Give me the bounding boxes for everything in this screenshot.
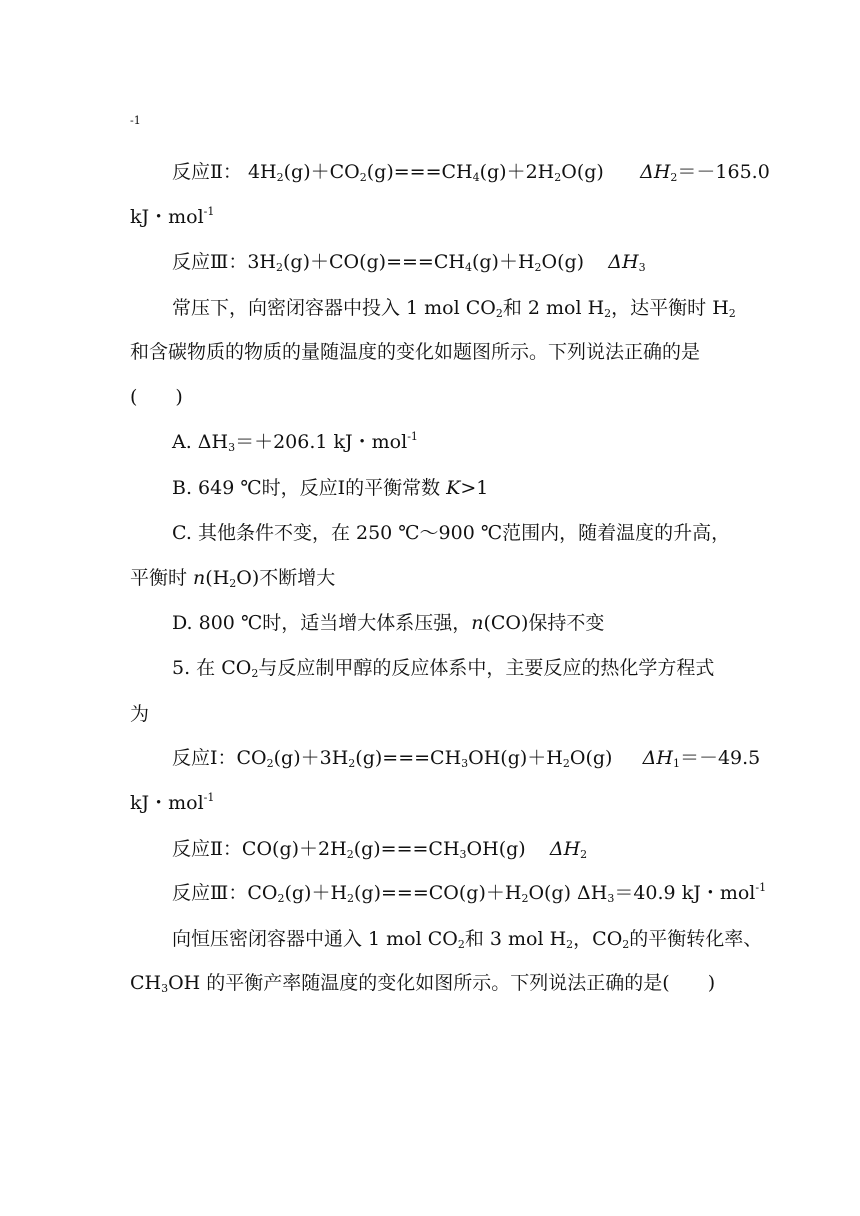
text-fragment: CO xyxy=(236,747,267,769)
text-fragment: ，CO xyxy=(573,928,623,950)
text-fragment: n xyxy=(471,612,484,634)
text-fragment: ＝＋206.1 kJ・mol xyxy=(235,431,408,453)
subscript: 2 xyxy=(580,848,588,861)
text-fragment: O(g) xyxy=(569,747,613,769)
subscript: 2 xyxy=(346,848,354,861)
text-fragment: 3H xyxy=(247,251,276,273)
subscript: 2 xyxy=(566,938,574,951)
subscript: 2 xyxy=(229,577,237,590)
q5-reaction-2 xyxy=(172,837,587,861)
q5-intro-line-1 xyxy=(172,656,714,680)
superscript: -1 xyxy=(203,791,215,804)
text-fragment: (g)===CH xyxy=(355,747,462,769)
text-fragment: B. 649 ℃时，反应Ⅰ的平衡常数 xyxy=(172,477,447,499)
q5-stem-line-1 xyxy=(172,927,762,951)
text-fragment: 反应Ⅲ： xyxy=(172,882,248,904)
superscript: -1 xyxy=(203,205,215,218)
text-fragment: 常压下，向密闭容器中投入 1 mol CO xyxy=(172,297,496,319)
text-fragment: kJ・mol xyxy=(130,792,204,814)
q4-stem-line-2: 和含碳物质的物质的量随温度的变化如题图所示。下列说法正确的是 xyxy=(130,341,701,363)
text-fragment: ＝40.9 kJ・mol xyxy=(614,882,756,904)
text-fragment: O(g) xyxy=(561,161,604,183)
subscript: 3 xyxy=(459,848,467,861)
text-fragment: ，达平衡时 H xyxy=(611,297,729,319)
text-fragment: A. ΔH xyxy=(172,431,229,453)
text-fragment: 平衡时 xyxy=(130,567,194,589)
q4-reaction-3 xyxy=(172,250,646,274)
subscript: 2 xyxy=(347,892,355,905)
text-fragment: 与反应制甲醇的反应体系中，主要反应的热化学方程式 xyxy=(258,657,715,679)
text-fragment: OH(g) xyxy=(466,838,526,860)
text-fragment: (g)＋H xyxy=(471,251,535,273)
text-fragment: 4H xyxy=(247,161,277,183)
subscript: 2 xyxy=(348,757,356,770)
subscript: 2 xyxy=(554,171,562,184)
text-fragment: ＝－49.5 xyxy=(679,747,761,769)
subscript: 2 xyxy=(562,757,570,770)
subscript: 2 xyxy=(670,171,678,184)
text-fragment: (g)＋3H xyxy=(273,747,349,769)
text-fragment: 反应Ⅰ： xyxy=(172,747,237,769)
text-fragment: O)不断增大 xyxy=(236,567,336,589)
q5-reaction-1 xyxy=(172,746,760,770)
subscript: 3 xyxy=(228,441,236,454)
text-fragment: 反应Ⅱ： xyxy=(172,161,242,183)
q5-stem-line-2 xyxy=(130,971,715,995)
subscript: 2 xyxy=(277,892,285,905)
text-fragment: CO xyxy=(247,882,278,904)
subscript: 2 xyxy=(521,892,529,905)
q4-reaction-2 xyxy=(172,160,770,184)
text-fragment: (g)＋CO xyxy=(283,161,360,183)
text-fragment: (g)===CH xyxy=(353,838,460,860)
subscript: 2 xyxy=(495,307,503,320)
text-fragment: 和 3 mol H xyxy=(464,928,567,950)
text-fragment: 反应Ⅱ： xyxy=(172,838,242,860)
text-fragment: (g)＋2H xyxy=(479,161,555,183)
text-fragment: K xyxy=(446,477,461,499)
q5-reaction-3 xyxy=(172,881,766,905)
text-fragment: OH(g)＋H xyxy=(468,747,563,769)
q4-option-c-line-1: C. 其他条件不变，在 250 ℃～900 ℃范围内，随着温度的升高， xyxy=(172,522,731,544)
q4-option-b xyxy=(172,476,488,500)
text-fragment: 的平衡转化率、 xyxy=(629,928,763,950)
text-fragment: O(g) ΔH xyxy=(528,882,608,904)
subscript: 2 xyxy=(266,757,274,770)
q5-intro-line-2: 为 xyxy=(130,703,150,725)
subscript: 3 xyxy=(638,261,646,274)
continued-superscript: -1 xyxy=(130,114,141,127)
text-fragment: 和 2 mol H xyxy=(502,297,605,319)
subscript: 1 xyxy=(672,757,680,770)
text-fragment: 反应Ⅲ： xyxy=(172,251,248,273)
text-fragment: O(g) xyxy=(541,251,585,273)
text-fragment: ＝－165.0 xyxy=(677,161,770,183)
text-fragment: kJ・mol xyxy=(130,206,204,228)
subscript: 2 xyxy=(604,307,612,320)
subscript: 2 xyxy=(622,938,630,951)
subscript: 2 xyxy=(276,261,283,274)
superscript: -1 xyxy=(755,881,767,894)
text-fragment: D. 800 ℃时，适当增大体系压强， xyxy=(172,612,472,634)
subscript: 3 xyxy=(461,757,469,770)
text-fragment: ΔH xyxy=(640,161,671,183)
subscript: 2 xyxy=(251,667,259,680)
q4-option-d xyxy=(172,611,604,635)
text-fragment: (g)＋CO(g)===CH xyxy=(283,251,465,273)
text-fragment: >1 xyxy=(460,477,489,499)
subscript: 4 xyxy=(464,261,472,274)
superscript: -1 xyxy=(407,430,418,443)
subscript: 2 xyxy=(457,938,465,951)
text-fragment: 向恒压密闭容器中通入 1 mol CO xyxy=(172,928,458,950)
text-fragment: ΔH xyxy=(642,747,673,769)
text-fragment: n xyxy=(193,567,206,589)
subscript: 3 xyxy=(161,982,169,995)
text-fragment: CO(g)＋2H xyxy=(241,838,347,860)
text-fragment: OH 的平衡产率随温度的变化如图所示。下列说法正确的是( ) xyxy=(168,972,716,994)
q4-stem-blank: ( ) xyxy=(130,386,183,408)
text-fragment: CH xyxy=(130,972,162,994)
text-fragment: (g)===CO(g)＋H xyxy=(354,882,522,904)
text-fragment: 5. 在 CO xyxy=(172,657,252,679)
text-fragment: ΔH xyxy=(549,838,581,860)
subscript: 2 xyxy=(359,171,367,184)
subscript: 3 xyxy=(607,892,615,905)
q4-option-a xyxy=(172,430,418,454)
q4-reaction-2-unit xyxy=(130,205,214,229)
text-fragment: (g)＋H xyxy=(284,882,348,904)
text-fragment: (g)===CH xyxy=(366,161,473,183)
text-fragment: ΔH xyxy=(608,251,639,273)
q4-stem-line-1 xyxy=(172,296,736,320)
subscript: 2 xyxy=(728,307,736,320)
subscript: 2 xyxy=(276,171,284,184)
text-fragment: (CO)保持不变 xyxy=(483,612,605,634)
q5-reaction-1-unit xyxy=(130,791,214,815)
text-fragment: (H xyxy=(205,567,230,589)
subscript: 2 xyxy=(534,261,542,274)
q4-option-c-line-2 xyxy=(130,566,335,590)
subscript: 4 xyxy=(472,171,480,184)
